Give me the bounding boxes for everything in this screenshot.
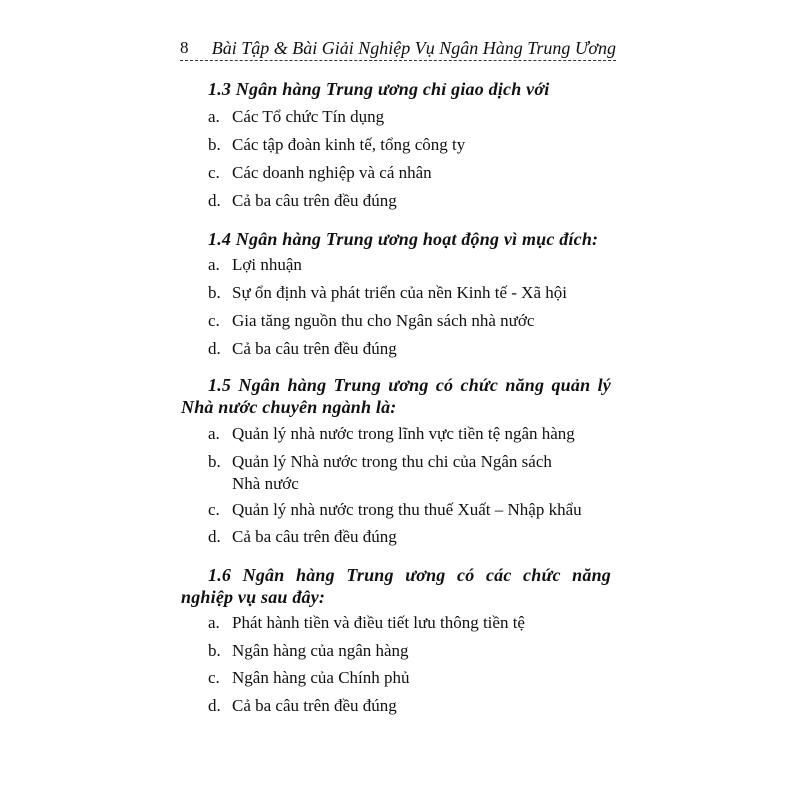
option-text: Sự ổn định và phát triển của nền Kinh tế - Xã hội xyxy=(232,283,567,302)
option-text: Ngân hàng của ngân hàng xyxy=(232,641,409,660)
option-text: Quản lý nhà nước trong thu thuế Xuất – Nhập khẩu xyxy=(232,500,582,519)
option-letter: c. xyxy=(208,311,220,330)
option-letter: a. xyxy=(208,255,220,274)
running-title: Bài Tập & Bài Giải Nghiệp Vụ Ngân Hàng Trung Ương xyxy=(211,38,616,58)
option-letter: b. xyxy=(208,135,221,154)
option-text: Ngân hàng của Chính phủ xyxy=(232,668,410,687)
question-heading-1-6 xyxy=(181,564,611,608)
option-letter: b. xyxy=(208,452,221,471)
option-letter: d. xyxy=(208,527,221,546)
page-number: 8 xyxy=(180,38,189,57)
option-text-line: Quản lý Nhà nước trong thu chi của Ngân sách xyxy=(232,452,552,471)
option-letter: d. xyxy=(208,191,221,210)
question-heading-line: 1.5 Ngân hàng Trung ương có chức năng quản lý xyxy=(208,375,611,395)
option-text: Các tập đoàn kinh tế, tổng công ty xyxy=(232,135,466,154)
option-text: Lợi nhuận xyxy=(232,255,302,274)
option-text: Quản lý nhà nước trong lĩnh vực tiền tệ ngân hàng xyxy=(232,424,575,443)
option-text: Các doanh nghiệp và cá nhân xyxy=(232,163,432,182)
question-heading-line: 1.3 Ngân hàng Trung ương chỉ giao dịch với xyxy=(208,79,550,99)
option-letter: c. xyxy=(208,163,220,182)
option-text: Cả ba câu trên đều đúng xyxy=(232,527,397,546)
option-text: Các Tổ chức Tín dụng xyxy=(232,107,385,126)
option-letter: b. xyxy=(208,283,221,302)
option-letter: c. xyxy=(208,500,220,519)
option-letter: a. xyxy=(208,424,220,443)
question-heading-1-3 xyxy=(181,78,611,100)
question-heading-line: 1.4 Ngân hàng Trung ương hoạt động vì mục đích: xyxy=(208,229,599,249)
option-text xyxy=(232,451,608,495)
question-heading-1-5 xyxy=(181,374,611,418)
question-heading-line: Nhà nước chuyên ngành là: xyxy=(181,397,397,417)
option-text: Gia tăng nguồn thu cho Ngân sách nhà nước xyxy=(232,311,535,330)
option-text-line: Nhà nước xyxy=(232,474,299,493)
header-divider xyxy=(180,60,616,61)
option-letter: c. xyxy=(208,668,220,687)
page-header xyxy=(180,38,616,62)
option-text: Phát hành tiền và điều tiết lưu thông tiền tệ xyxy=(232,613,525,632)
option-letter: a. xyxy=(208,613,220,632)
option-text: Cả ba câu trên đều đúng xyxy=(232,696,397,715)
question-heading-line: nghiệp vụ sau đây: xyxy=(181,587,326,607)
question-heading-1-4 xyxy=(181,228,611,250)
question-heading-line: 1.6 Ngân hàng Trung ương có các chức năng xyxy=(208,565,611,585)
option-letter: b. xyxy=(208,641,221,660)
option-letter: d. xyxy=(208,696,221,715)
option-letter: d. xyxy=(208,339,221,358)
option-text: Cả ba câu trên đều đúng xyxy=(232,191,397,210)
option-text: Cả ba câu trên đều đúng xyxy=(232,339,397,358)
option-letter: a. xyxy=(208,107,220,126)
